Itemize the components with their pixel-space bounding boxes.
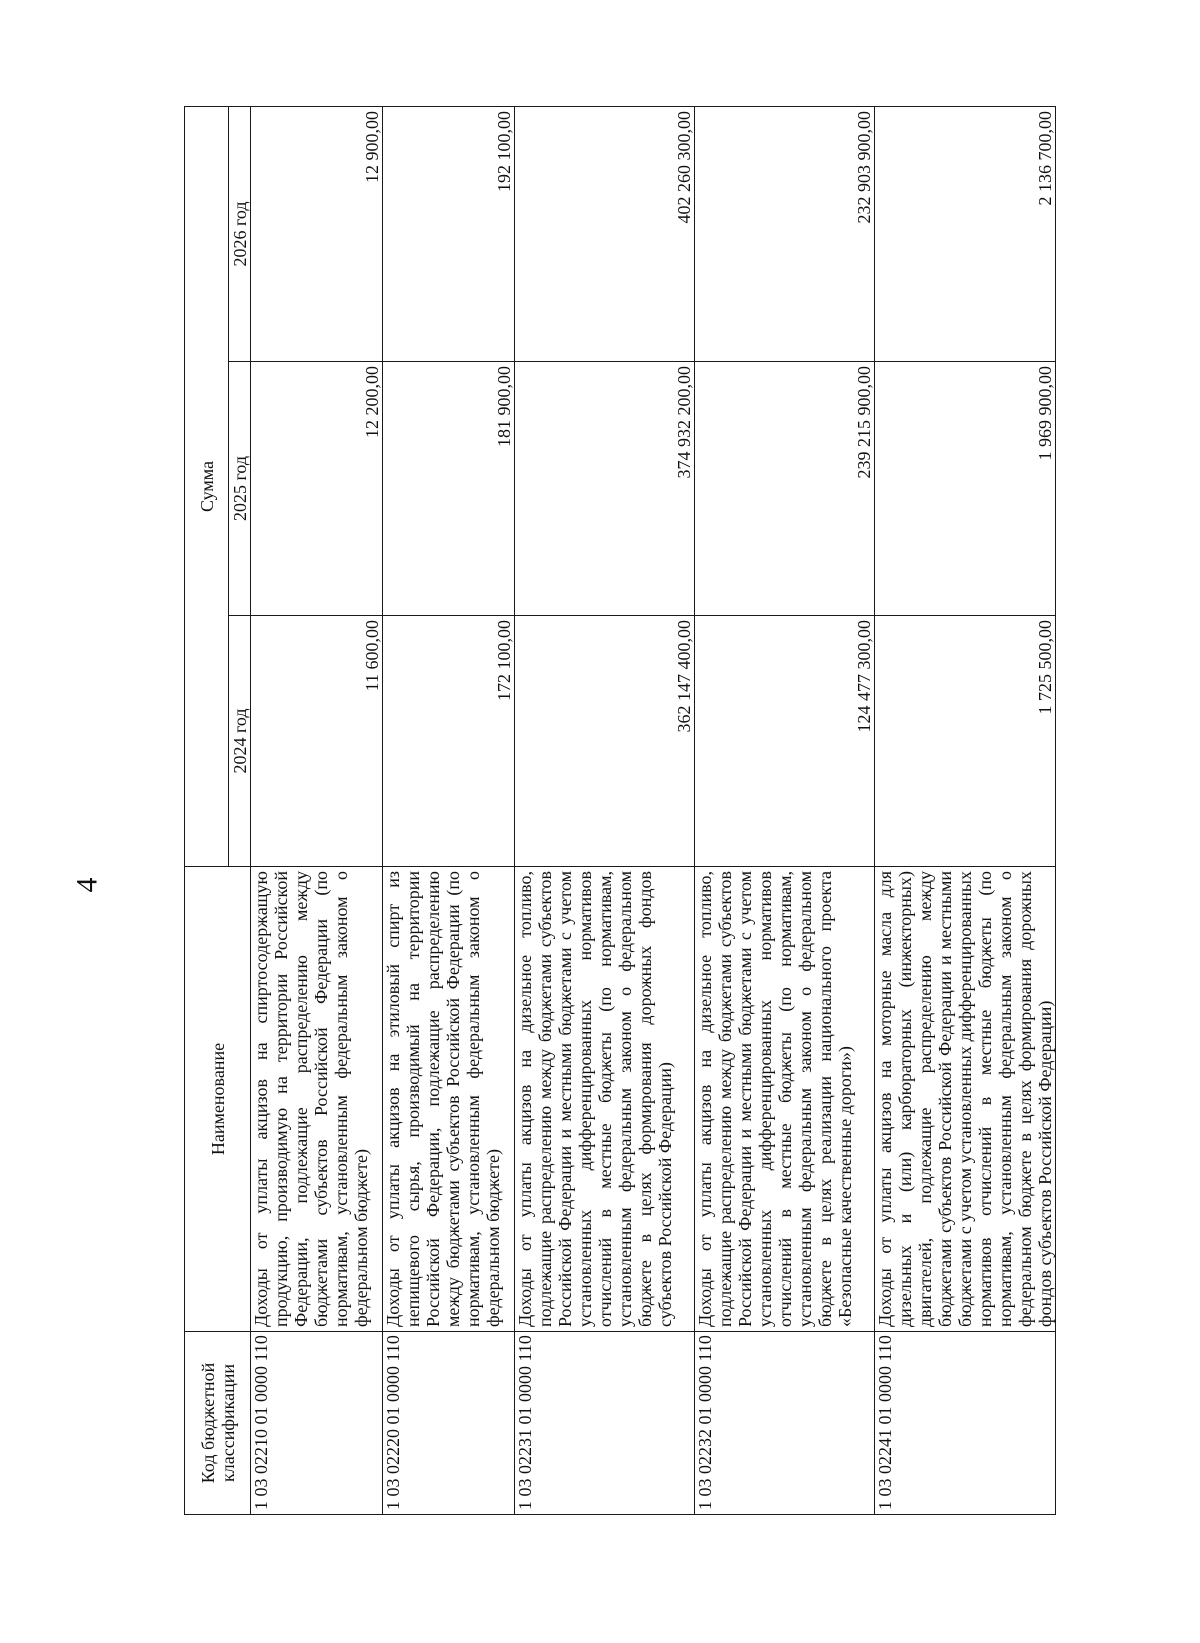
header-sum: Сумма xyxy=(185,106,229,866)
row-value-2026: 12 900,00 xyxy=(251,106,383,361)
row-value-2026: 2 136 700,00 xyxy=(875,106,1056,361)
table-row xyxy=(383,106,515,1514)
row-code: 1 03 02210 01 0000 110 xyxy=(251,1332,383,1515)
table-row xyxy=(251,106,383,1514)
row-value-2025: 1 969 900,00 xyxy=(875,362,1056,616)
row-value-2026: 232 903 900,00 xyxy=(695,106,875,361)
row-value-2024: 362 147 400,00 xyxy=(515,616,695,867)
header-name: Наименование xyxy=(185,867,251,1332)
row-name: Доходы от уплаты акцизов на моторные масла для дизельных и (или) карбюраторных (инжекторных) двигателей, подлежащие распределению между бюджетами субъектов Российской Федерации и местными бюджетами с учетом установленных дифференцированных нормативов отчислений в местные бюджеты (по нормативам, установленным федеральным законом о федеральном бюджете в целях формирования дорожных фондов субъектов Российской Федерации) xyxy=(875,867,1056,1332)
row-code: 1 03 02241 01 0000 110 xyxy=(875,1332,1056,1515)
row-code: 1 03 02220 01 0000 110 xyxy=(383,1332,515,1515)
row-code: 1 03 02231 01 0000 110 xyxy=(515,1332,695,1515)
row-name: Доходы от уплаты акцизов на спиртосодержащую продукцию, производимую на территории Российской Федерации, подлежащие распределению между бюджетами субъектов Российской Федерации (по нормативам, установленным федеральным законом о федеральном бюджете) xyxy=(251,867,383,1332)
row-value-2025: 374 932 200,00 xyxy=(515,362,695,616)
row-value-2024: 124 477 300,00 xyxy=(695,616,875,867)
header-year-2024: 2024 год xyxy=(229,616,251,867)
row-value-2024: 1 725 500,00 xyxy=(875,616,1056,867)
header-year-2026: 2026 год xyxy=(229,106,251,361)
row-value-2025: 239 215 900,00 xyxy=(695,362,875,616)
row-value-2025: 181 900,00 xyxy=(383,362,515,616)
header-year-2025: 2025 год xyxy=(229,362,251,616)
row-name: Доходы от уплаты акцизов на дизельное топливо, подлежащие распределению между бюджетами субъектов Российской Федерации и местными бюджетами с учетом установленных дифференцированных нормативов отчислений в местные бюджеты (по нормативам, установленным федеральным законом о федеральном бюджете в целях формирования дорожных фондов субъектов Российской Федерации) xyxy=(515,867,695,1332)
row-value-2024: 172 100,00 xyxy=(383,616,515,867)
budget-table xyxy=(184,106,1056,1515)
row-value-2026: 402 260 300,00 xyxy=(515,106,695,361)
table-row xyxy=(875,106,1056,1514)
row-code: 1 03 02232 01 0000 110 xyxy=(695,1332,875,1515)
rotated-table-wrapper xyxy=(184,107,1054,1515)
row-name: Доходы от уплаты акцизов на этиловый спирт из непищевого сырья, производимый на территории Российской Федерации, подлежащие распределению между бюджетами субъектов Российской Федерации (по нормативам, установленным федеральным законом о федеральном бюджете) xyxy=(383,867,515,1332)
row-value-2024: 11 600,00 xyxy=(251,616,383,867)
row-name: Доходы от уплаты акцизов на дизельное топливо, подлежащие распределению между бюджетами субъектов Российской Федерации и местными бюджетами с учетом установленных дифференцированных нормативов отчислений в местные бюджеты (по нормативам, установленным федеральным законом о федеральном бюджете в целях реализации национального проекта «Безопасные качественные дороги») xyxy=(695,867,875,1332)
row-value-2025: 12 200,00 xyxy=(251,362,383,616)
table-row xyxy=(695,106,875,1514)
page-number: 4 xyxy=(70,877,104,893)
header-code: Код бюджетной классификации xyxy=(185,1332,251,1515)
row-value-2026: 192 100,00 xyxy=(383,106,515,361)
table-row xyxy=(515,106,695,1514)
